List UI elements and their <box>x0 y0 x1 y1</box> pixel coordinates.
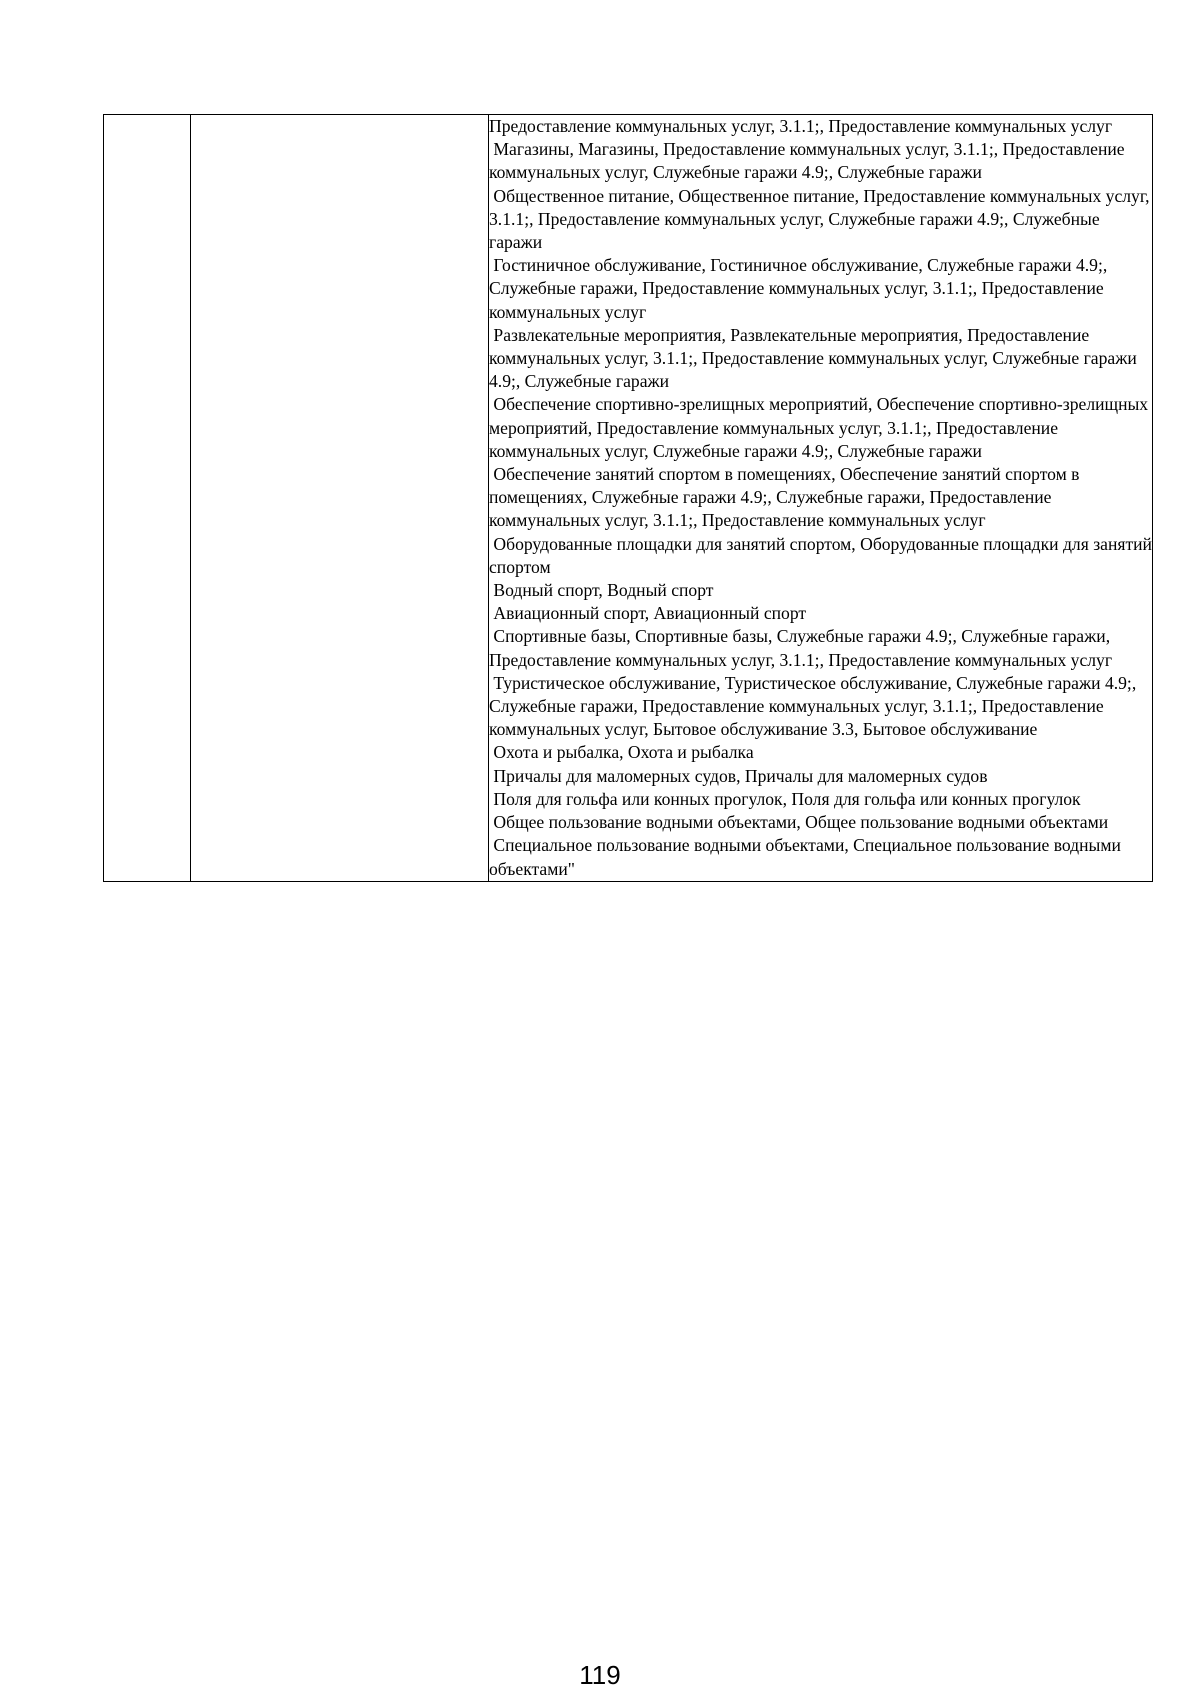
table-row <box>104 115 1153 882</box>
table-cell-permitted-uses <box>489 115 1157 882</box>
permitted-use-entry: Магазины, Магазины, Предоставление коммунальных услуг, 3.1.1;, Предоставление коммунальных услуг, Служебные гаражи 4.9;, Служебные гаражи <box>489 139 1130 183</box>
permitted-use-entry: Оборудованные площадки для занятий спортом, Оборудованные площадки для занятий спортом <box>489 533 1157 577</box>
page-number: 119 <box>579 1660 621 1690</box>
permitted-use-entry: Охота и рыбалка, Охота и рыбалка <box>489 742 754 763</box>
permitted-use-entry: Причалы для маломерных судов, Причалы для маломерных судов <box>489 765 988 786</box>
permitted-use-entry: Развлекательные мероприятия, Развлекательные мероприятия, Предоставление коммунальных услуг, 3.1.1;, Предоставление коммунальных услуг, Служебные гаражи 4.9;, Служебные гаражи <box>489 324 1142 392</box>
permitted-use-entry: Общественное питание, Общественное питание, Предоставление коммунальных услуг, 3.1.1;, Предоставление коммунальных услуг, Служебные гаражи 4.9;, Служебные гаражи <box>489 185 1154 253</box>
permitted-use-entry: Гостиничное обслуживание, Гостиничное обслуживание, Служебные гаражи 4.9;, Служебные гаражи, Предоставление коммунальных услуг, 3.1.1;, Предоставление коммунальных услуг <box>489 255 1112 322</box>
table-cell-number <box>104 115 191 882</box>
permitted-use-entry: Авиационный спорт, Авиационный спорт <box>489 603 807 624</box>
permitted-use-entry: Общее пользование водными объектами, Общее пользование водными объектами <box>489 812 1109 833</box>
permitted-use-entry: Спортивные базы, Спортивные базы, Служебные гаражи 4.9;, Служебные гаражи, Предоставление коммунальных услуг, 3.1.1;, Предоставление коммунальных услуг <box>489 626 1115 670</box>
permitted-use-entry: Специальное пользование водными объектами, Специальное пользование водными объектами" <box>489 835 1126 879</box>
permitted-use-entry: Обеспечение занятий спортом в помещениях, Обеспечение занятий спортом в помещениях, Служебные гаражи 4.9;, Служебные гаражи, Предоставление коммунальных услуг, 3.1.1;, Предоставление коммунальных услуг <box>489 464 1084 531</box>
permitted-use-entry: Туристическое обслуживание, Туристическое обслуживание, Служебные гаражи 4.9;, Служебные гаражи, Предоставление коммунальных услуг, 3.1.1;, Предоставление коммунальных услуг, Бытовое обслуживание 3.3, Бытовое обслуживание <box>489 672 1141 740</box>
land-use-table <box>103 114 1157 882</box>
permitted-use-entry: Обеспечение спортивно-зрелищных мероприятий, Обеспечение спортивно-зрелищных мероприятий, Предоставление коммунальных услуг, 3.1.1;, Предоставление коммунальных услуг, Служебные гаражи 4.9;, Служебные гаражи <box>489 394 1153 461</box>
table-cell-zone <box>191 115 489 882</box>
permitted-use-entry: Предоставление коммунальных услуг, 3.1.1;, Предоставление коммунальных услуг <box>489 116 1113 136</box>
permitted-use-entry: Водный спорт, Водный спорт <box>489 580 714 601</box>
permitted-use-entry: Поля для гольфа или конных прогулок, Поля для гольфа или конных прогулок <box>489 788 1081 809</box>
